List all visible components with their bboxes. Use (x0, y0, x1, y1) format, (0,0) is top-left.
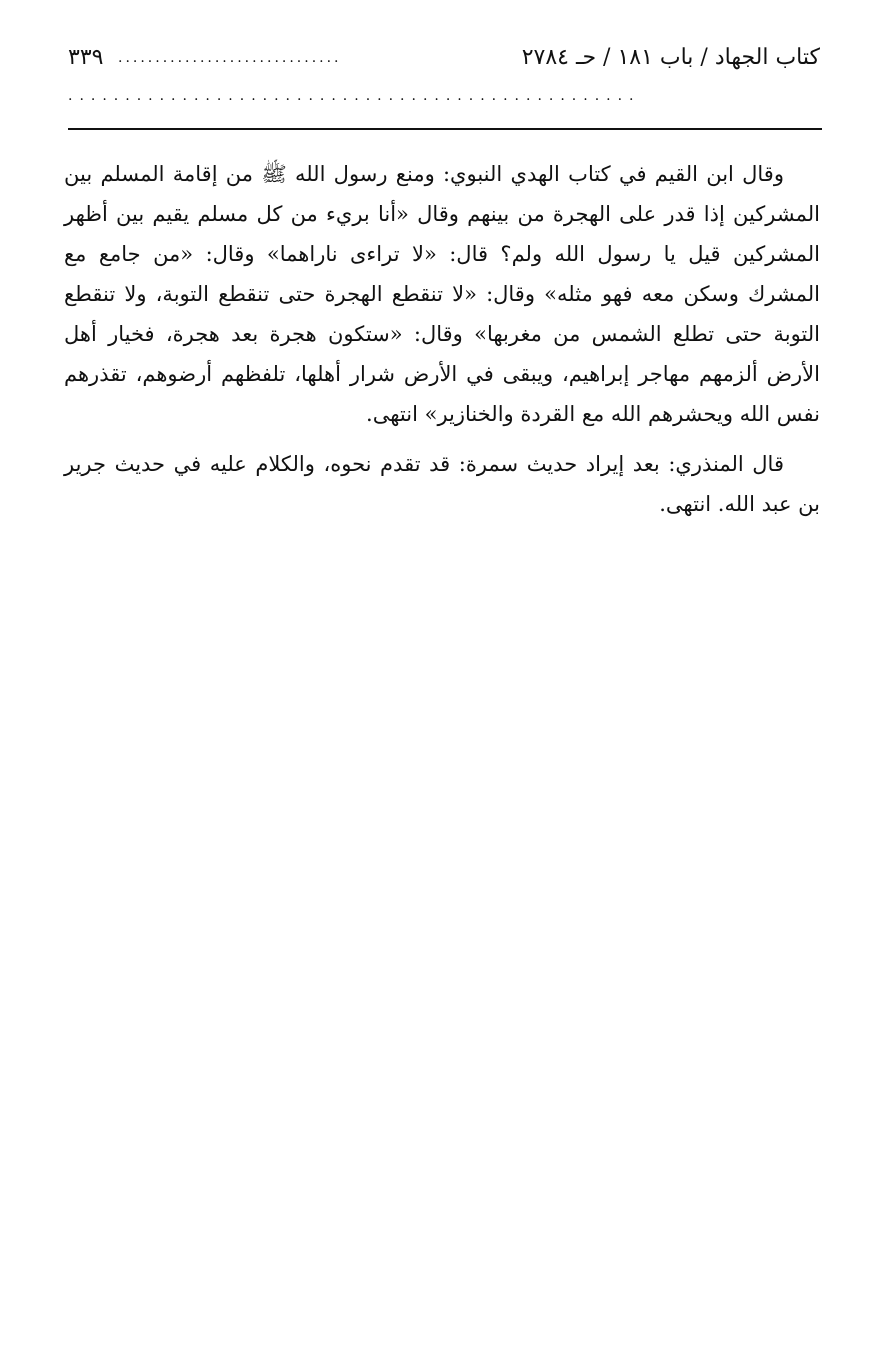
body-text (64, 154, 820, 534)
header-leader-dots: .............................. (118, 50, 342, 66)
page-number: ٣٣٩ (68, 45, 104, 70)
paragraph-al-mundhiri: قال المنذري: بعد إيراد حديث سمرة: قد تقدم نحوه، والكلام عليه في حديث جرير بن عبد الله. انتهى. (64, 452, 820, 516)
header-title: كتاب الجهاد / باب ١٨١ / حـ ٢٧٨٤ (521, 45, 820, 70)
dotted-separator: .................................................. (68, 88, 641, 104)
paragraph-ibn-al-qayyim: وقال ابن القيم في كتاب الهدي النبوي: ومنع رسول الله ﷺ من إقامة المسلم بين المشركين إذا قدر على الهجرة من بينهم وقال «أنا بريء من كل مسلم يقيم بين أظهر المشركين قيل يا رسول الله ولم؟ قال: «لا تراءى ناراهما» وقال: «من جامع مع المشرك وسكن معه فهو مثله» وقال: «لا تنقطع الهجرة حتى تنقطع التوبة، ولا تنقطع التوبة حتى تطلع الشمس من مغربها» وقال: «ستكون هجرة بعد هجرة، فخيار أهل الأرض ألزمهم مهاجر إبراهيم، ويبقى في الأرض شرار أهلها، تلفظهم أرضوهم، تقذرهم نفس الله ويحشرهم الله مع القردة والخنازير» انتهى. (64, 162, 820, 426)
running-header (68, 38, 820, 78)
header-rule (68, 128, 822, 130)
